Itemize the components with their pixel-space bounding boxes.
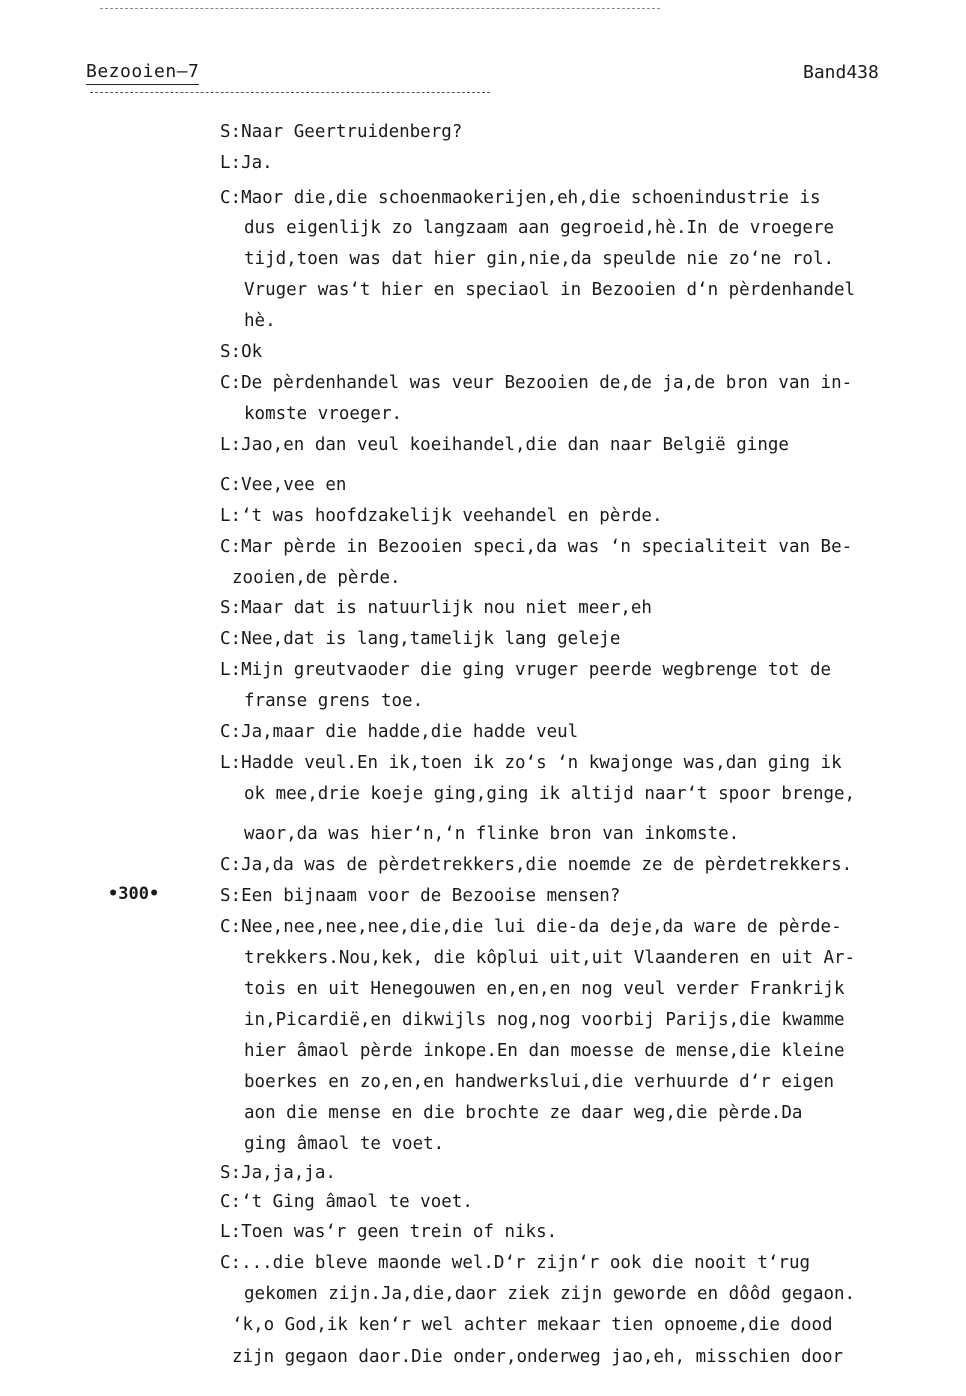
transcript-line: tijd,toen was dat hier gin,nie,da speulde nie zo‘ne rol. xyxy=(244,249,835,269)
transcript-line: C:‘t Ging âmaol te voet. xyxy=(220,1192,473,1212)
transcript-line: hè. xyxy=(244,311,276,331)
transcript-line: ‘k,o God,ik ken‘r wel achter mekaar tien opnoeme,die dood xyxy=(232,1315,833,1335)
transcript-line: S:Een bijnaam voor de Bezooise mensen? xyxy=(220,886,621,906)
transcript-line: boerkes en zo,en,en handwerkslui,die verhuurde d‘r eigen xyxy=(244,1072,835,1092)
header-dashed-rule xyxy=(90,92,490,99)
transcript-line: ging âmaol te voet. xyxy=(244,1134,445,1154)
transcript-line: C:De pèrdenhandel was veur Bezooien de,de ja,de bron van in- xyxy=(220,373,853,393)
transcript-line: C:Vee,vee en xyxy=(220,475,347,495)
transcript-line: waor,da was hier‘n,‘n flinke bron van inkomste. xyxy=(244,824,740,844)
transcript-line: C:Nee,dat is lang,tamelijk lang geleje xyxy=(220,629,621,649)
transcript-line: C:Maor die,die schoenmaokerijen,eh,die schoenindustrie is xyxy=(220,188,821,208)
transcript-line: ok mee,drie koeje ging,ging ik altijd naar‘t spoor brenge, xyxy=(244,784,856,804)
transcript-line: komste vroeger. xyxy=(244,404,403,424)
transcript-line: Vruger was‘t hier en speciaol in Bezooien d‘n pèrdenhandel xyxy=(244,280,856,300)
transcript-line: C:Mar pèrde in Bezooien speci,da was ‘n specialiteit van Be- xyxy=(220,537,853,557)
transcript-line: S:Ja,ja,ja. xyxy=(220,1163,336,1183)
transcript-line: in,Picardië,en dikwijls nog,nog voorbij Parijs,die kwamme xyxy=(244,1010,845,1030)
header-left-label: Bezooien–7 xyxy=(86,61,200,82)
top-dashed-marks xyxy=(100,8,660,13)
transcript-line: dus eigenlijk zo langzaam aan gegroeid,hè.In de vroegere xyxy=(244,218,835,238)
transcript-line: C:Nee,nee,nee,nee,die,die lui die-da deje,da ware de pèrde- xyxy=(220,917,842,937)
margin-timestamp: •300• xyxy=(108,884,160,904)
transcript-line: hier âmaol pèrde inkope.En dan moesse de mense,die kleine xyxy=(244,1041,845,1061)
transcript-line: L:‘t was hoofdzakelijk veehandel en pèrde. xyxy=(220,506,663,526)
transcript-line: gekomen zijn.Ja,die,daor ziek zijn geworde en dôôd gegaon. xyxy=(244,1284,856,1304)
transcript-line: C:...die bleve maonde wel.D‘r zijn‘r ook die nooit t‘rug xyxy=(220,1253,811,1273)
header-right-label: Band438 xyxy=(803,62,879,83)
transcript-line: S:Maar dat is natuurlijk nou niet meer,eh xyxy=(220,598,652,618)
transcript-line: franse grens toe. xyxy=(244,691,424,711)
transcript-line: tois en uit Henegouwen en,en,en nog veul verder Frankrijk xyxy=(244,979,845,999)
transcript-line: L:Jao,en dan veul koeihandel,die dan naar België ginge xyxy=(220,435,789,455)
transcript-line: C:Ja,maar die hadde,die hadde veul xyxy=(220,722,579,742)
transcript-line: zijn gegaon daor.Die onder,onderweg jao,eh, misschien door xyxy=(232,1347,844,1367)
transcript-line: trekkers.Nou,kek, die kôplui uit,uit Vlaanderen en uit Ar- xyxy=(244,948,856,968)
transcript-line: S:Naar Geertruidenberg? xyxy=(220,122,463,142)
transcript-line: zooien,de pèrde. xyxy=(232,568,401,588)
transcript-line: S:Ok xyxy=(220,342,263,362)
transcript-line: C:Ja,da was de pèrdetrekkers,die noemde ze de pèrdetrekkers. xyxy=(220,855,853,875)
transcript-line: L:Toen was‘r geen trein of niks. xyxy=(220,1222,558,1242)
transcript-line: L:Hadde veul.En ik,toen ik zo‘s ‘n kwajonge was,dan ging ik xyxy=(220,753,842,773)
transcript-line: L:Mijn greutvaoder die ging vruger peerde wegbrenge tot de xyxy=(220,660,832,680)
transcript-line: aon die mense en die brochte ze daar weg,die pèrde.Da xyxy=(244,1103,803,1123)
transcript-line: L:Ja. xyxy=(220,153,273,173)
